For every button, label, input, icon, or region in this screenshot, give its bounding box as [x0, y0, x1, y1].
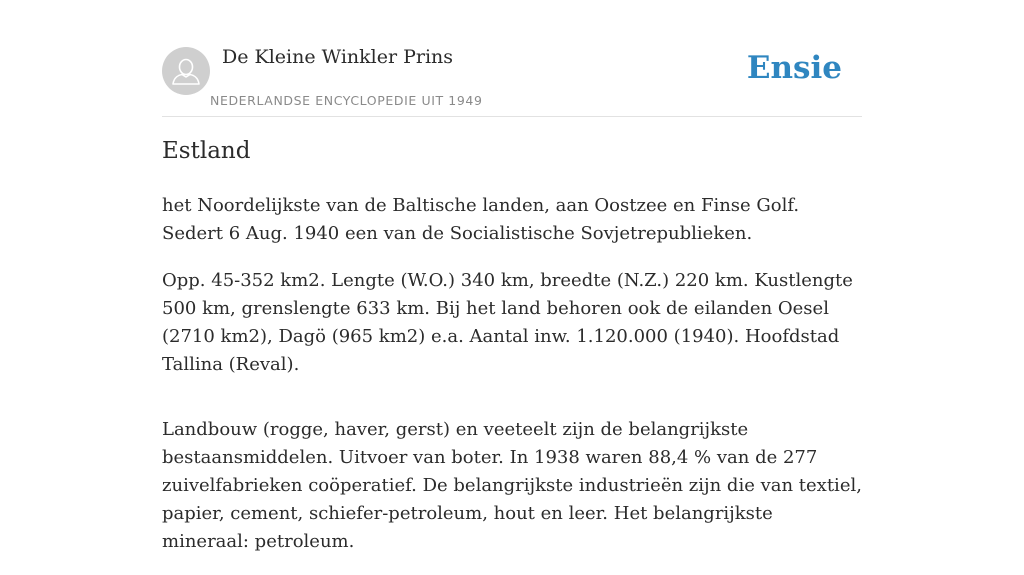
entry-content — [162, 192, 862, 575]
header — [162, 46, 862, 117]
entry-paragraph: het Noordelijkste van de Baltische landen, aan Oostzee en Finse Golf. Sedert 6 Aug. 1940 een van de Socialistische Sovjetrepublieken. — [162, 195, 800, 244]
book-title[interactable]: De Kleine Winkler Prins — [222, 46, 454, 68]
entry-paragraph: Landbouw (rogge, haver, gerst) en veeteelt zijn de belangrijkste bestaansmiddelen. Uitvoer van boter. In 1938 waren 88,4 % van de 277 zuivelfabrieken coöperatief. De belangrijkste industrieën zijn die van textiel, papier, cement, schiefer-petroleum, hout en leer. Het belangrijkste mineraal: petroleum. — [162, 419, 862, 552]
ensie-logo[interactable]: Ensie — [746, 50, 842, 86]
entry-title: Estland — [162, 138, 251, 164]
book-subtitle: NEDERLANDSE ENCYCLOPEDIE UIT 1949 — [210, 93, 483, 108]
user-placeholder-icon — [162, 47, 210, 95]
entry-paragraph: Opp. 45-352 km2. Lengte (W.O.) 340 km, breedte (N.Z.) 220 km. Kustlengte 500 km, grenslengte 633 km. Bij het land behoren ook de eilanden Oesel (2710 km2), Dagö (965 km2) e.a. Aantal inw. 1.120.000 (1940). Hoofdstad Tallina (Reval). — [162, 270, 853, 375]
